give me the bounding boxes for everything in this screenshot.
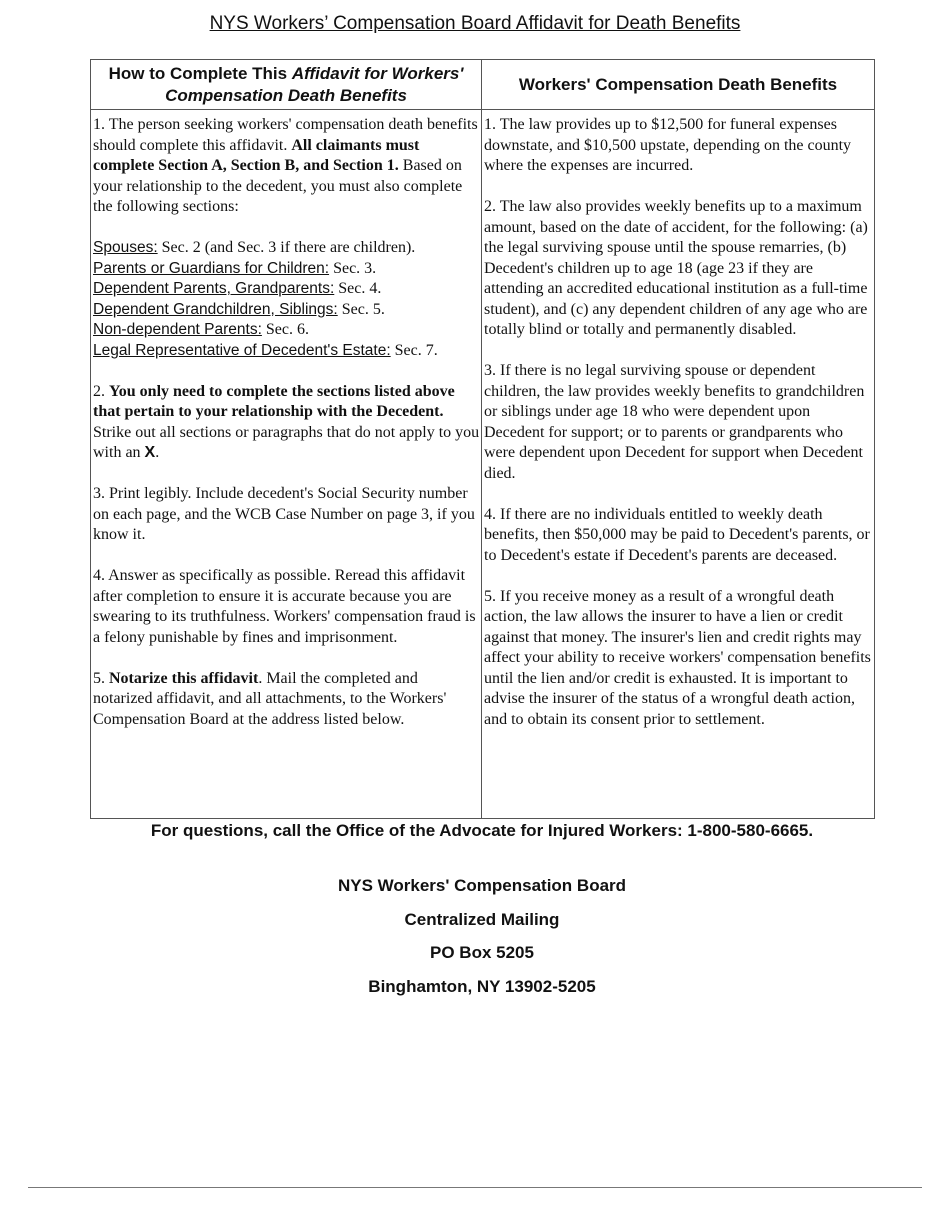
instructions-table bbox=[90, 59, 875, 819]
left-paragraph-1: 1. The person seeking workers' compensation death benefits should complete this affidavit. All claimants must complete Section A, Section B, and Section 1. Based on your relationship to the decedent, you must also complete the following sections: bbox=[93, 116, 478, 215]
right-paragraph-4: 4. If there are no individuals entitled to weekly death benefits, then $50,000 may be paid to Decedent's parents, or to Decedent's estate if Decedent's parents are deceased. bbox=[484, 505, 870, 564]
left-paragraph-5: 5. Notarize this affidavit. Mail the completed and notarized affidavit, and all attachments, to the Workers' Compensation Board at the address listed below. bbox=[93, 669, 447, 728]
right-paragraph-3: 3. If there is no legal surviving spouse or dependent children, the law provides weekly benefits to grandchildren or siblings under age 18 who were dependent upon Decedent for support; or to parents or grandparents who were dependent upon Decedent for support when Decedent died. bbox=[484, 362, 865, 482]
required-sections-note: All claimants must complete Section A, Section B, and Section 1. bbox=[93, 136, 420, 174]
section-item: Legal Representative of Decedent's Estate: Sec. 7. bbox=[93, 341, 438, 359]
right-paragraph-1: 1. The law provides up to $12,500 for funeral expenses downstate, and $10,500 upstate, depending on the county where the expenses are incurred. bbox=[484, 116, 852, 174]
left-header-prefix: How to Complete This bbox=[108, 63, 292, 83]
left-paragraph-3: 3. Print legibly. Include decedent's Social Security number on each page, and the WCB Case Number on page 3, if you know it. bbox=[93, 485, 475, 543]
section-item: Parents or Guardians for Children: Sec. 3. bbox=[93, 259, 377, 277]
right-paragraph-2: 2. The law also provides weekly benefits up to a maximum amount, based on the date of accident, for the following: (a) the legal surviving spouse until the spouse remarries, (b) Decedent's children up to age 18 (age 23 if they are attending an accredited educational institution as a full-time student), and (c) any dependent children of any age who are totally blind or totally and permanently disabled. bbox=[484, 198, 868, 338]
questions-contact-line: For questions, call the Office of the Advocate for Injured Workers: 1-800-580-6665. bbox=[150, 821, 814, 840]
footer-divider bbox=[28, 1187, 922, 1188]
document-title: NYS Workers’ Compensation Board Affidavit for Death Benefits bbox=[209, 13, 741, 34]
address-line-4: Binghamton, NY 13902-5205 bbox=[368, 976, 596, 996]
mailing-address bbox=[0, 875, 950, 1009]
left-paragraph-4: 4. Answer as specifically as possible. Reread this affidavit after completion to ensure it is accurate because you are swearing to its truthfulness. Workers' compensation fraud is a felony punishable by fines and imprisonment. bbox=[93, 567, 476, 646]
right-paragraph-5: 5. If you receive money as a result of a wrongful death action, the law allows the insurer to have a lien or credit against that money. The insurer's lien and credit rights may affect your ability to receive workers' compensation benefits until the lien and/or credit is exhausted. It is important to advise the insurer of the status of a wrongful death action, and to obtain its consent prior to settlement. bbox=[484, 587, 871, 728]
section-list bbox=[93, 238, 480, 361]
left-header-italic: Affidavit for Workers' Compensation Death Benefits bbox=[165, 63, 464, 105]
address-line-2: Centralized Mailing bbox=[404, 909, 560, 929]
left-paragraph-2: 2. You only need to complete the sections listed above that pertain to your relationship with the Decedent. Strike out all sections or paragraphs that do not apply to you with an X. bbox=[93, 382, 480, 461]
left-column-header bbox=[91, 60, 482, 110]
x-mark: X bbox=[144, 444, 156, 461]
section-item: Non-dependent Parents: Sec. 6. bbox=[93, 321, 310, 338]
address-line-3: PO Box 5205 bbox=[430, 943, 534, 962]
left-column-body bbox=[91, 110, 482, 819]
right-column-header: Workers' Compensation Death Benefits bbox=[482, 60, 875, 110]
section-item: Spouses: Sec. 2 (and Sec. 3 if there are children). bbox=[93, 239, 416, 256]
right-column-body bbox=[482, 110, 875, 819]
section-item: Dependent Grandchildren, Siblings: Sec. 5. bbox=[93, 300, 385, 318]
section-item: Dependent Parents, Grandparents: Sec. 4. bbox=[93, 280, 382, 297]
address-line-1: NYS Workers' Compensation Board bbox=[337, 876, 627, 895]
